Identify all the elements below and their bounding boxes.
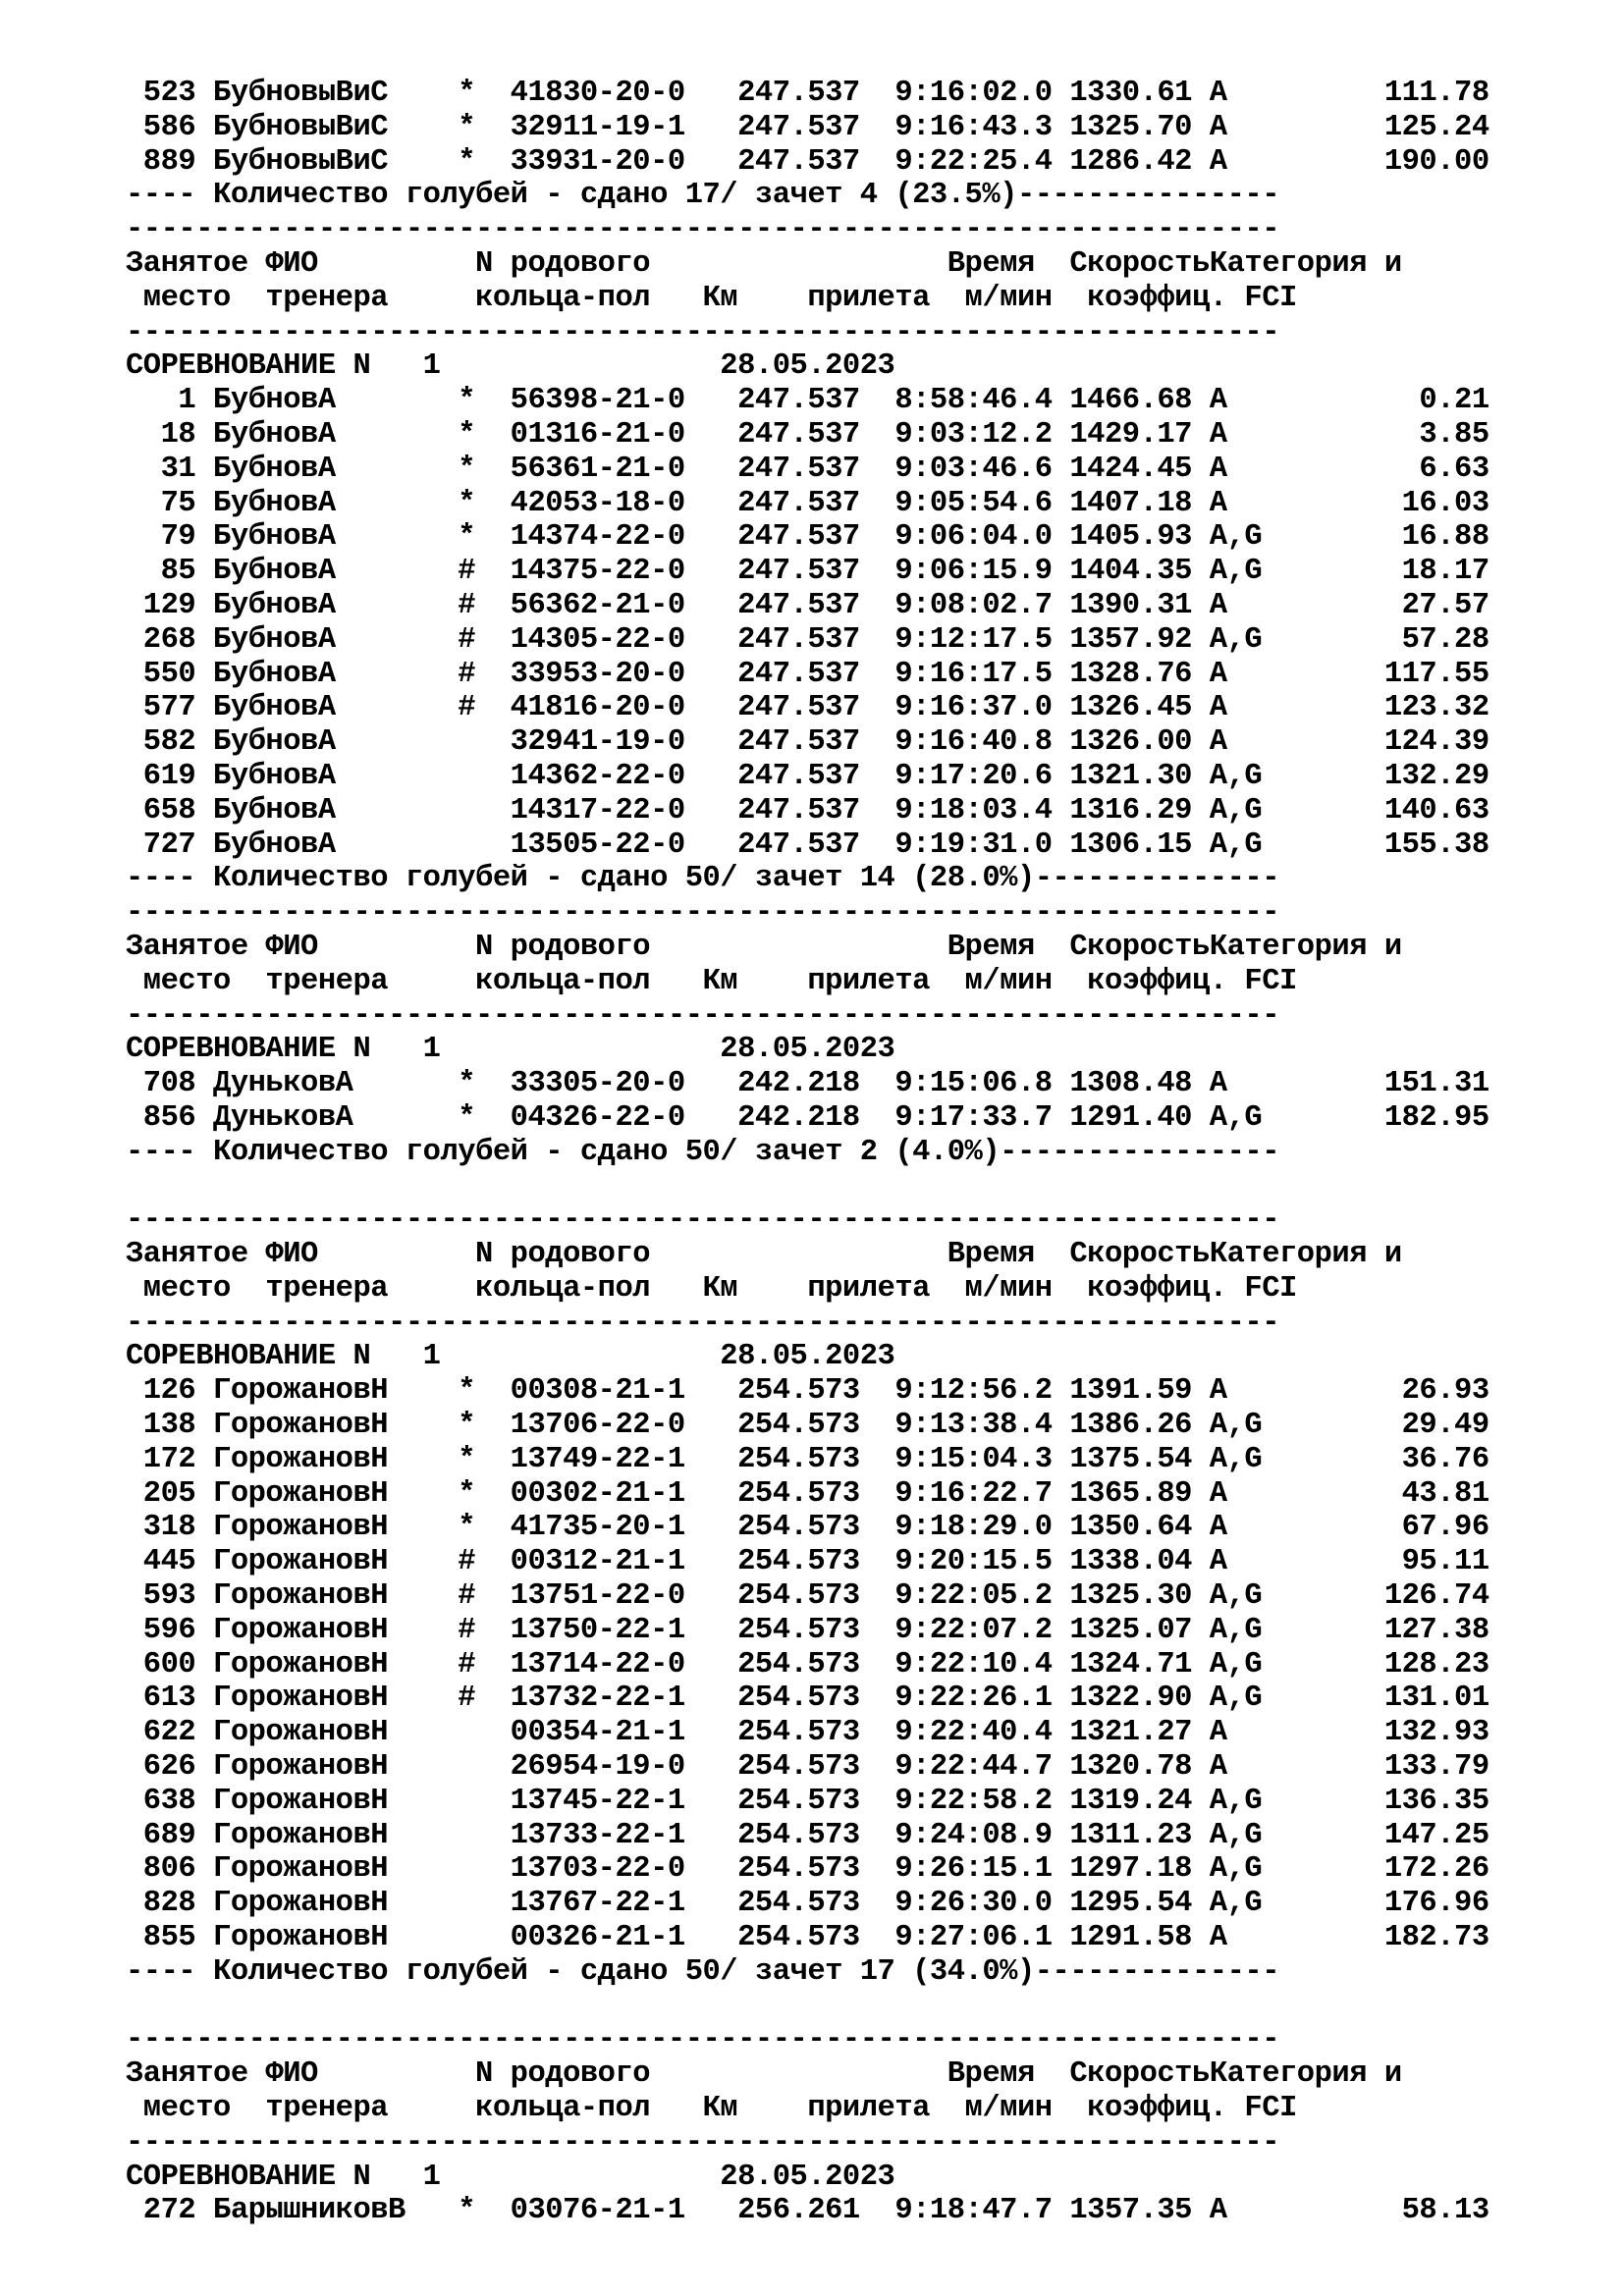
result-row: 31 БубновА * 56361-21-0 247.537 9:03:46.6 1424.45 A 6.63 bbox=[126, 452, 1489, 486]
result-row: 445 ГорожановН # 00312-21-1 254.573 9:20:15.5 1338.04 A 95.11 bbox=[126, 1545, 1489, 1579]
result-row: 582 БубновА 32941-19-0 247.537 9:16:40.8 1326.00 A 124.39 bbox=[126, 725, 1489, 760]
column-header-line-2: место тренера кольца-пол Км прилета м/мин коэффиц. FCI bbox=[126, 2092, 1297, 2126]
separator-line: ------------------------------------------------------------------ bbox=[126, 2023, 1279, 2057]
result-row: 593 ГорожановН # 13751-22-0 254.573 9:22:05.2 1325.30 A,G 126.74 bbox=[126, 1579, 1489, 1614]
separator-line: ------------------------------------------------------------------ bbox=[126, 2125, 1279, 2160]
separator-line: ------------------------------------------------------------------ bbox=[126, 998, 1279, 1033]
result-row: 689 ГорожановН 13733-22-1 254.573 9:24:08.9 1311.23 A,G 147.25 bbox=[126, 1818, 1489, 1852]
separator-line: ------------------------------------------------------------------ bbox=[126, 315, 1279, 349]
result-row: 129 БубновА # 56362-21-0 247.537 9:08:02.7 1390.31 A 27.57 bbox=[126, 588, 1489, 622]
result-row: 889 БубновыВиС * 33931-20-0 247.537 9:22:25.4 1286.42 A 190.00 bbox=[126, 144, 1489, 179]
summary-line: ---- Количество голубей - сдано 50/ зачет 14 (28.0%)-------------- bbox=[126, 862, 1279, 896]
result-row: 523 БубновыВиС * 41830-20-0 247.537 9:16:02.0 1330.61 A 111.78 bbox=[126, 77, 1489, 110]
separator-line: ------------------------------------------------------------------ bbox=[126, 1306, 1279, 1340]
result-row: 828 ГорожановН 13767-22-1 254.573 9:26:30.0 1295.54 A,G 176.96 bbox=[126, 1887, 1489, 1921]
result-row: 658 БубновА 14317-22-0 247.537 9:18:03.4 1316.29 A,G 140.63 bbox=[126, 793, 1489, 828]
competition-line: СОРЕВНОВАНИЕ N 1 28.05.2023 bbox=[126, 349, 895, 384]
result-row: 727 БубновА 13505-22-0 247.537 9:19:31.0 1306.15 A,G 155.38 bbox=[126, 828, 1489, 862]
result-row: 619 БубновА 14362-22-0 247.537 9:17:20.6 1321.30 A,G 132.29 bbox=[126, 759, 1489, 793]
result-row: 172 ГорожановН * 13749-22-1 254.573 9:15:04.3 1375.54 A,G 36.76 bbox=[126, 1442, 1489, 1476]
result-row: 856 ДуньковА * 04326-22-0 242.218 9:17:33.7 1291.40 A,G 182.95 bbox=[126, 1100, 1489, 1135]
result-row: 1 БубновА * 56398-21-0 247.537 8:58:46.4 1466.68 A 0.21 bbox=[126, 384, 1489, 418]
result-row: 806 ГорожановН 13703-22-0 254.573 9:26:15.1 1297.18 A,G 172.26 bbox=[126, 1852, 1489, 1887]
competition-line: СОРЕВНОВАНИЕ N 1 28.05.2023 bbox=[126, 1033, 895, 1067]
separator-line: ------------------------------------------------------------------ bbox=[126, 896, 1279, 931]
result-row: 138 ГорожановН * 13706-22-0 254.573 9:13:38.4 1386.26 A,G 29.49 bbox=[126, 1409, 1489, 1443]
result-row: 577 БубновА # 41816-20-0 247.537 9:16:37.0 1326.45 A 123.32 bbox=[126, 691, 1489, 725]
column-header-line-1: Занятое ФИО N родового Время СкоростьКатегория и bbox=[126, 246, 1402, 281]
result-row: 855 ГорожановН 00326-21-1 254.573 9:27:06.1 1291.58 A 182.73 bbox=[126, 1921, 1489, 1955]
summary-line: ---- Количество голубей - сдано 50/ зачет 17 (34.0%)-------------- bbox=[126, 1954, 1279, 1989]
result-row: 638 ГорожановН 13745-22-1 254.573 9:22:58.2 1319.24 A,G 136.35 bbox=[126, 1784, 1489, 1818]
result-row: 75 БубновА * 42053-18-0 247.537 9:05:54.6 1407.18 A 16.03 bbox=[126, 486, 1489, 520]
summary-line: ---- Количество голубей - сдано 50/ зачет 2 (4.0%)---------------- bbox=[126, 1135, 1279, 1169]
blank-line bbox=[126, 1990, 1489, 2024]
result-row: 613 ГорожановН # 13732-22-1 254.573 9:22:26.1 1322.90 A,G 131.01 bbox=[126, 1682, 1489, 1716]
result-row: 550 БубновА # 33953-20-0 247.537 9:16:17.5 1328.76 A 117.55 bbox=[126, 657, 1489, 691]
result-row: 126 ГорожановН * 00308-21-1 254.573 9:12:56.2 1391.59 A 26.93 bbox=[126, 1374, 1489, 1409]
separator-line: ------------------------------------------------------------------ bbox=[126, 213, 1279, 247]
column-header-line-1: Занятое ФИО N родового Время СкоростьКатегория и bbox=[126, 2057, 1402, 2092]
column-header-line-1: Занятое ФИО N родового Время СкоростьКатегория и bbox=[126, 1238, 1402, 1272]
result-row: 272 БарышниковВ * 03076-21-1 256.261 9:18:47.7 1357.35 A 58.13 bbox=[126, 2194, 1489, 2228]
column-header-line-2: место тренера кольца-пол Км прилета м/мин коэффиц. FCI bbox=[126, 1271, 1297, 1306]
competition-line: СОРЕВНОВАНИЕ N 1 28.05.2023 bbox=[126, 1340, 895, 1374]
separator-line: ------------------------------------------------------------------ bbox=[126, 1203, 1279, 1238]
blank-line bbox=[126, 1170, 1489, 1204]
result-row: 18 БубновА * 01316-21-0 247.537 9:03:12.2 1429.17 A 3.85 bbox=[126, 417, 1489, 452]
result-row: 205 ГорожановН * 00302-21-1 254.573 9:16:22.7 1365.89 A 43.81 bbox=[126, 1476, 1489, 1511]
result-row: 79 БубновА * 14374-22-0 247.537 9:06:04.0 1405.93 A,G 16.88 bbox=[126, 520, 1489, 555]
column-header-line-1: Занятое ФИО N родового Время СкоростьКатегория и bbox=[126, 930, 1402, 964]
results-document bbox=[126, 77, 1489, 2228]
result-row: 268 БубновА # 14305-22-0 247.537 9:12:17.5 1357.92 A,G 57.28 bbox=[126, 622, 1489, 657]
result-row: 85 БубновА # 14375-22-0 247.537 9:06:15.9 1404.35 A,G 18.17 bbox=[126, 555, 1489, 589]
result-row: 600 ГорожановН # 13714-22-0 254.573 9:22:10.4 1324.71 A,G 128.23 bbox=[126, 1647, 1489, 1682]
result-row: 586 БубновыВиС * 32911-19-1 247.537 9:16:43.3 1325.70 A 125.24 bbox=[126, 110, 1489, 144]
summary-line: ---- Количество голубей - сдано 17/ зачет 4 (23.5%)--------------- bbox=[126, 179, 1279, 213]
result-row: 318 ГорожановН * 41735-20-1 254.573 9:18:29.0 1350.64 A 67.96 bbox=[126, 1511, 1489, 1545]
result-row: 708 ДуньковА * 33305-20-0 242.218 9:15:06.8 1308.48 A 151.31 bbox=[126, 1067, 1489, 1101]
column-header-line-2: место тренера кольца-пол Км прилета м/мин коэффиц. FCI bbox=[126, 281, 1297, 315]
result-row: 596 ГорожановН # 13750-22-1 254.573 9:22:07.2 1325.07 A,G 127.38 bbox=[126, 1613, 1489, 1647]
result-row: 622 ГорожановН 00354-21-1 254.573 9:22:40.4 1321.27 A 132.93 bbox=[126, 1716, 1489, 1750]
competition-line: СОРЕВНОВАНИЕ N 1 28.05.2023 bbox=[126, 2160, 895, 2194]
column-header-line-2: место тренера кольца-пол Км прилета м/мин коэффиц. FCI bbox=[126, 964, 1297, 998]
result-row: 626 ГорожановН 26954-19-0 254.573 9:22:44.7 1320.78 A 133.79 bbox=[126, 1750, 1489, 1785]
